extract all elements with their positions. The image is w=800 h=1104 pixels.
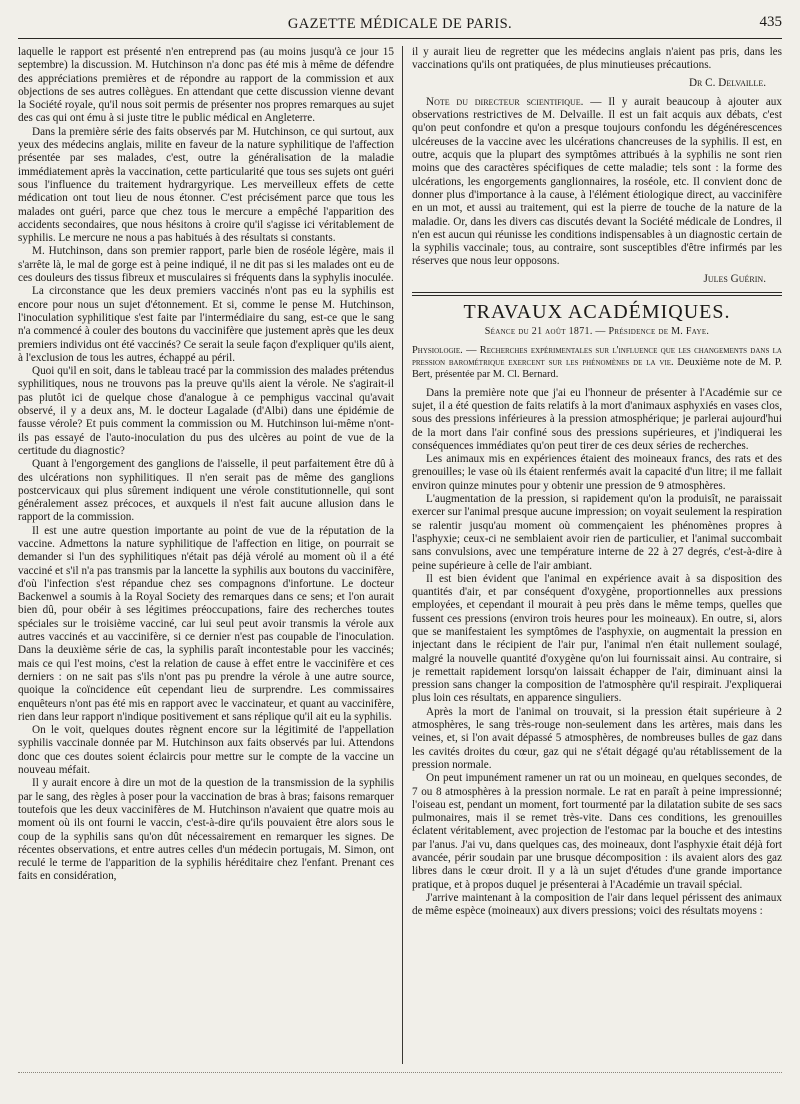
section-divider xyxy=(412,292,782,296)
article-paragraph-4: Il est bien évident que l'animal en expérience avait à sa disposition des quantités d'air, et par conséquent d'oxygène, proportionnelles aux pressions employées, et cependant il mourait à peu près dans le même temps, quelles que fussent ces pressions (environ trois heures pour les moineaux). En outre, si, alors que se manifestaient les symptômes de l'asphyxie, on augmentait la pression en injectant dans le récipient de l'air pur, l'animal n'en était nullement soulagé, malgré la nouvelle quantité d'oxygène qu'on lui fournissait ainsi. Au contraire, si je remettait rapidement lorsqu'on laissait échapper de l'air, diminuant ainsi la pression sans changer la composition de l'atmosphère qu'il respirait. J'expliquerai plus loin ces résultats, en apparence singuliers. xyxy=(412,572,782,705)
left-paragraph-6: Quant à l'engorgement des ganglions de l'aisselle, il peut parfaitement être dû à des ulcérations non syphilitiques. Il n'en serait pas de même des ganglions postcervicaux qui plus sûrement indiquent une vérole constitutionnelle, qui sont généralement assez précoces, et auxquels il n'est fait aucune allusion dans le rapport de la commission. xyxy=(18,458,394,524)
left-paragraph-3: M. Hutchinson, dans son premier rapport, parle bien de roséole légère, mais il s'arrête là, le mal de gorge est à peine indiqué, il ne dit pas si les malades ont eu de ces douleurs des tissus fibreux et musculaires si fréquents dans la syphylis inoculée. xyxy=(18,245,394,285)
page-number: 435 xyxy=(759,14,782,30)
left-paragraph-5: Quoi qu'il en soit, dans le tableau tracé par la commission des malades prétendus syphilitiques, nous ne trouvons pas la preuve qu'ils aient la vérole. Ne s'agirait-il pas plutôt ici de quelque chose d'analogue à ce pemphigus vaccinal qu'avait observé, il y a deux ans, M. le docteur Lagalade (d'Albi) dans une épidémie de fausse vérole? Et puis comment la commission ou M. Hutchinson lui-même n'ont-ils pas essayé de l'auto-inoculation du pus des ulcères au point de vue de la certitude du diagnostic? xyxy=(18,365,394,457)
left-paragraph-8: On le voit, quelques doutes règnent encore sur la légitimité de l'appellation syphilis vaccinale donnée par M. Hutchinson aux faits observés par lui. Attendons donc que ces doutes soient éclaircis pour mettre sur le compte de la vaccine un nouveau méfait. xyxy=(18,724,394,777)
running-title: GAZETTE MÉDICALE DE PARIS. xyxy=(287,16,513,32)
left-paragraph-4: La circonstance que les deux premiers vaccinés n'ont pas eu la syphilis est encore pour nous un sujet d'étonnement. Et si, comme le pense M. Hutchinson, l'inoculation syphilitique s'est faite par l'intermédiaire du sang, est-ce que le sang n'a commencé à couler des boutons du vaccinifère que justement après que les deux premiers individus ont été vaccinés? Ce serait la seule façon d'expliquer qu'ils aient, à l'exclusion de tous les autres, échappé au péril. xyxy=(18,285,394,364)
note-label: Note du directeur scientifique. xyxy=(426,95,584,108)
left-paragraph-7: Il est une autre question importante au point de vue de la réputation de la vaccine. Admettons la nature syphilitique de l'affection en litige, on pourrait se demander si l'un des syphilitiques n'était pas déjà vérolé au moment où il a été vacciné et s'il n'a pas transmis par la lancette la syphilis aux boutons du vaccinifère, d'où l'infection s'est répandue chez ses compagnons d'infortune. Le docteur Backenwel a soumis à la Royal Society des remarques dans ce sens; et l'on aurait bien dû, pour obéir à ses légitimes préoccupations, faire des recherches toutes spéciales sur le troisième vacciné, car lui seul peut avoir transmis la vérole aux autres vaccinés et au vaccinifère, si ce dernier n'est pas coupable de l'inoculation. Dans la deuxième série de cas, la syphilis paraît incontestable pour les vaccinés; mais ce qui l'est moins, c'est la relation de cause à effet entre le vaccinifère et ces derniers : on ne sait pas s'ils n'ont pas pu prendre la vérole à une autre source, quoique la coïncidence eût cependant lieu de surprendre. Les commissaires enquêteurs n'ont pas été mis en rapport avec le vaccinateur, et quant au vaccinifère, rien dans leur rapport n'indique positivement et sans réplique qu'il ait eu la syphilis. xyxy=(18,524,394,723)
article-paragraph-2: Les animaux mis en expériences étaient des moineaux francs, des rats et des grenouilles; le vase où ils étaient renfermés avait la capacité d'un litre; il me fallait environ quinze minutes pour y obtenir une pression de 9 atmosphères. xyxy=(412,453,782,492)
article-paragraph-3: L'augmentation de la pression, si rapidement qu'on la produisît, ne paraissait exercer sur l'animal presque aucune impression; on voyait seulement la respiration se ralentir jusqu'au moment où commençaient les phénomènes propres à l'asphyxie; ceux-ci ne semblaient avoir rien de particulier, et l'animal succombait sans convulsions, avec une température interne de 22 à 27 degrés, c'est-à-dire à peine supérieure à celle de l'air ambiant. xyxy=(412,493,782,572)
article-heading-rest: Deuxième note de M. P. Bert, présentée par M. Cl. Bernard. xyxy=(412,356,782,380)
signature-guerin: Jules Guérin. xyxy=(703,272,766,285)
note-text: — Il y aurait beaucoup à ajouter aux observations restrictives de M. Delvaille. Il est un fait acquis aux débats, c'est qu'on peut confondre et qu'on a presque toujours confondu les dégénérescences ulcéreuses de la vaccine avec les ulcérations chancreuses de la syphilis. Il est, en outre, acquis que la plupart des symptômes attribués à la syphilis ne sont rien moins que des caractères spécifiques de cette maladie; tels sont : la forme des ulcérations, les engorgements ganglionnaires, la roséole, etc. Il convient donc de donner plus d'importance à la cause, à l'élément étiologique direct, au vaccinifère en un mot, et aussi au traitement, qui est la pierre de touche de la nature de la maladie. Or, dans les divers cas discutés devant la Société médicale de Londres, il n'en est aucun qui réunisse les conditions indispensables à un diagnostic certain de la syphilis vaccinale; tous, au contraire, sont susceptibles d'être infirmés par les réserves que nous leur opposons. xyxy=(412,95,782,268)
article-heading xyxy=(412,345,782,381)
column-divider xyxy=(402,46,403,1064)
left-column xyxy=(18,46,394,1066)
page-header xyxy=(18,14,782,39)
bottom-rule xyxy=(18,1072,782,1073)
director-note xyxy=(412,96,782,269)
article-heading-caps: Physiologie. — Recherches expérimentales sur l'influence que les changements dans la pression barométrique exercent sur les phénomènes de la vie. xyxy=(412,344,782,368)
right-column xyxy=(412,46,782,1066)
session-line: Séance du 21 août 1871. — Présidence de M. Faye. xyxy=(484,326,710,338)
article-paragraph-6: On peut impunément ramener un rat ou un moineau, en quelques secondes, de 7 ou 8 atmosphères à la pression normale. Le rat en paraît à peine impressionné; l'oiseau est, pendant un moment, fort tourmenté par la dilatation subite de ses sacs pulmonaires, mais il se remet très-vite. Dans ces conditions, les grenouilles éclatent véritablement, avec projection de l'estomac par la bouche et des intestins par l'anus. J'ai vu, dans quelques cas, des moineaux, dont l'asphyxie était déjà fort avancée, périr soudain par une brusque décomposition : ils avaient alors des gaz libres dans le cœur droit. Il y a là un sujet d'études d'une grande importance pratique, et à propos duquel je présenterai à l'Académie un travail spécial. xyxy=(412,772,782,891)
left-paragraph-2: Dans la première série des faits observés par M. Hutchinson, ce qui surtout, aux yeux des médecins anglais, milite en faveur de la nature syphilitique de l'affection présentée par ses malades, c'est, outre la généralisation de la maladie immédiatement après la vaccination, cette particularité que tous ses sujets ont guéri sous l'influence du traitement hydrargyrique. Les merveilleux effets de cette médication ont tout lieu de nous étonner. C'est précisément parce que tous les malades ont guéri, parce que chez tous le mercure a empêché l'apparition des accidents secondaires, que nous hésitons à croire qu'il s'agisse ici véritablement de syphilis. Le mercure ne nous a pas habitués à des résultats si constants. xyxy=(18,125,394,245)
section-title: TRAVAUX ACADÉMIQUES. xyxy=(463,301,731,324)
signature-delvaille: Dr C. Delvaille. xyxy=(688,76,766,89)
right-intro-paragraph: il y aurait lieu de regretter que les médecins anglais n'aient pas pris, dans les vaccinations qu'ils ont pratiquées, de plus minutieuses précautions. xyxy=(412,46,782,72)
article-paragraph-7: J'arrive maintenant à la composition de l'air dans lequel périssent des animaux de même espèce (moineaux) aux divers pressions; voici des résultats moyens : xyxy=(412,891,782,918)
left-paragraph-1: laquelle le rapport est présenté n'en entreprend pas (au moins jusqu'à ce jour 15 septembre) la discussion. M. Hutchinson n'a donc pas été mis à même de défendre des appréciations premières et de répondre au rapport de la commission et aux objections de ses autres collègues. En attendant que cette discussion vienne devant la Société royale, qu'il nous soit permis de présenter nos propres remarques au sujet des cas qui ont ému à si juste titre le public médical en Angleterre. xyxy=(18,46,394,125)
left-paragraph-9: Il y aurait encore à dire un mot de la question de la transmission de la syphilis par le sang, des règles à poser pour la vaccination de bras à bras; faisons remarquer toutefois que les deux vaccinifères de M. Hutchinson n'avaient que quatre mois au moment où ils ont fourni le vaccin, c'est-à-dire qu'ils pouvaient être alors sous le coup de la syphilis sans qu'on dût nécessairement en remarquer les signes. De récentes observations, et entre autres celles d'un médecin portugais, M. Simon, ont reculé le terme de l'apparition de la syphilis héréditaire chez l'enfant. Prenant ces faits en considération, xyxy=(18,777,394,883)
article-paragraph-5: Après la mort de l'animal on trouvait, si la pression était supérieure à 2 atmosphères, le sang très-rouge non-seulement dans les artères, mais dans les veines, et, si l'on avait dépassé 5 atmosphères, de nombreuses bulles de gaz dans les cavités droites du cœur, gaz qui ne s'était dégagé qu'au rétablissement de la pression normale. xyxy=(412,705,782,771)
article-paragraph-1: Dans la première note que j'ai eu l'honneur de présenter à l'Académie sur ce sujet, il a été question de faits relatifs à la mort d'animaux asphyxiés en vases clos, sous des pressions inférieures à la pression atmosphérique; je parlerai aujourd'hui de la mort dans l'air confiné sous des pressions supérieures, et j'indiquerai les conséquences immédiates qu'on peut tirer de ces deux séries de recherches. xyxy=(412,386,782,452)
